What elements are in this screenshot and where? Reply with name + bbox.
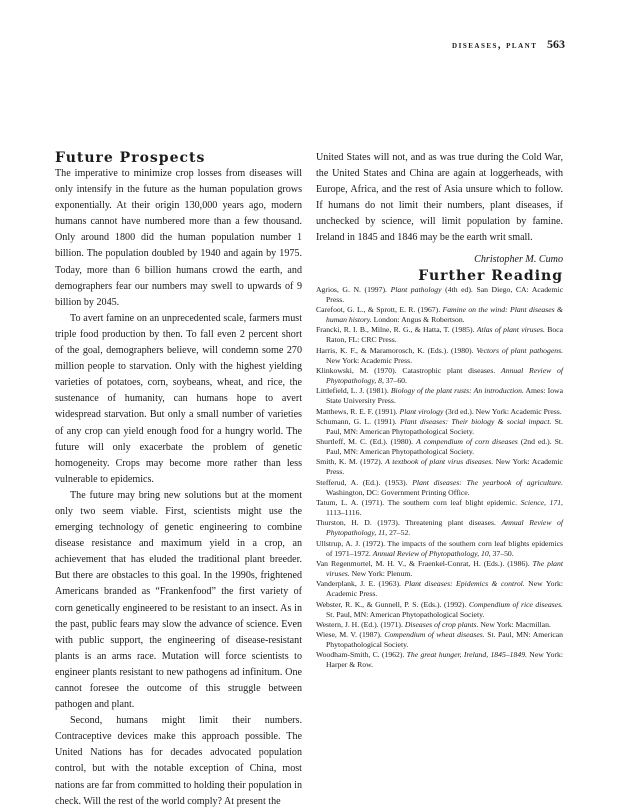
reference-rest: Boca Raton, FL: CRC Press. bbox=[326, 325, 563, 345]
reference-item bbox=[316, 498, 563, 518]
reference-rest: (2nd ed.). St. Paul, MN: American Phytopathological Society. bbox=[326, 437, 563, 457]
reference-lead: Matthews, R. E. F. (1991). bbox=[316, 406, 400, 416]
reference-rest: St. Paul, MN: American Phytopathological Society. bbox=[326, 609, 485, 619]
reference-rest: 27–52. bbox=[387, 528, 411, 538]
reference-lead: Van Regenmortel, M. H. V., & Fraenkel-Conrat, H. (Eds.). (1986). bbox=[316, 558, 533, 568]
reference-title: The plant viruses. bbox=[326, 558, 563, 579]
reference-title: Compendium of rice diseases. bbox=[468, 599, 563, 609]
future-prospects-heading: Future Prospects bbox=[55, 150, 206, 166]
reference-lead: Wiese, M. V. (1987). bbox=[316, 629, 385, 639]
reference-rest: Ames: Iowa State University Press. bbox=[326, 386, 564, 406]
right-column bbox=[316, 150, 563, 671]
reference-rest: 37–60. bbox=[383, 376, 407, 386]
reference-item bbox=[316, 600, 563, 620]
reference-title: Diseases of crop plants. bbox=[404, 619, 479, 629]
reference-item bbox=[316, 518, 563, 538]
reference-rest: Washington, DC: Government Printing Office. bbox=[326, 487, 470, 497]
reference-lead: Thurston, H. D. (1973). Threatening plant diseases. bbox=[316, 518, 502, 528]
running-head-title: diseases, plant bbox=[452, 40, 538, 51]
reference-lead: Vanderplank, J. E. (1963). bbox=[316, 579, 405, 589]
reference-title: Annual Review of Phytopathology, 10, bbox=[372, 548, 491, 558]
paragraph: The imperative to minimize crop losses from diseases will only intensify in the future as the human population grows exponentially. At their origin 130,000 years ago, modern humans cannot have numbered more than a few thousand. Only around 1800 did the human population number 1 billion. The population doubled by 1940 and again by 1975. Today, more than 6 billion humans crowd the earth, and demographers fear our numbers may swell to upwards of 9 billion by 2045. bbox=[55, 168, 302, 308]
reference-rest: New York: Harper & Row. bbox=[326, 650, 563, 670]
page-number: 563 bbox=[547, 37, 565, 51]
reference-lead: Carefoot, G. L., & Sprott, E. R. (1967). bbox=[316, 304, 443, 314]
reference-rest: (3rd ed.). New York: Academic Press. bbox=[443, 406, 562, 416]
reference-item bbox=[316, 407, 563, 417]
reference-title: Famine on the wind: Plant diseases & human history. bbox=[326, 304, 563, 325]
reference-item bbox=[316, 417, 563, 437]
reference-title: The great hunger, Ireland, 1845–1849. bbox=[406, 650, 527, 660]
reference-item bbox=[316, 366, 563, 386]
reference-title: Atlas of plant viruses. bbox=[476, 325, 545, 335]
running-head bbox=[452, 37, 565, 52]
reference-title: Annual Review of Phytopathology, 11, bbox=[326, 518, 563, 538]
reference-title: A textbook of plant virus diseases. bbox=[385, 457, 494, 467]
reference-title: Plant pathology bbox=[390, 284, 442, 294]
reference-item bbox=[316, 386, 563, 406]
reference-lead: Schumann, G. L. (1991). bbox=[316, 416, 400, 426]
reference-rest: London: Angus & Robertson. bbox=[371, 315, 465, 325]
reference-title: A compendium of corn diseases bbox=[416, 437, 518, 446]
reference-item bbox=[316, 620, 563, 630]
further-reading-heading: Further Reading bbox=[418, 267, 563, 284]
reference-rest: 37–50. bbox=[490, 548, 514, 558]
reference-list bbox=[316, 285, 563, 671]
reference-lead: Ullstrup, A. J. (1972). The impacts of the southern corn leaf blights epidemics of 1971–1972. bbox=[316, 538, 563, 558]
reference-lead: Francki, R. I. B., Milne, R. G., & Hatta, T. (1985). bbox=[316, 325, 477, 335]
reference-lead: Littlefield, L. J. (1981). bbox=[316, 386, 391, 396]
reference-rest: New York: Academic Press. bbox=[326, 579, 563, 599]
reference-item bbox=[316, 305, 563, 325]
reference-lead: Shurtleff, M. C. (Ed.). (1980). bbox=[316, 437, 417, 446]
reference-lead: Western, J. H. (Ed.). (1971). bbox=[316, 619, 405, 629]
reference-title: Plant diseases: The yearbook of agriculture. bbox=[412, 477, 563, 487]
reference-item bbox=[316, 478, 563, 498]
reference-item bbox=[316, 285, 563, 305]
reference-lead: Webster, R. K., & Gunnell, P. S. (Eds.). (1992). bbox=[316, 599, 469, 609]
reference-item bbox=[316, 650, 563, 670]
reference-rest: (4th ed). San Diego, CA: Academic Press. bbox=[326, 284, 563, 304]
reference-lead: Smith, K. M. (1972). bbox=[316, 457, 386, 467]
author-byline: Christopher M. Cumo bbox=[474, 253, 563, 265]
reference-lead: Tatum, L. A. (1971). The southern corn leaf blight epidemic. bbox=[316, 497, 521, 507]
reference-title: Plant diseases: Their biology & social impact. bbox=[399, 416, 552, 426]
reference-item bbox=[316, 559, 563, 579]
reference-item bbox=[316, 325, 563, 345]
reference-title: Plant virology bbox=[399, 406, 444, 416]
reference-rest: St. Paul, MN: American Phytopathological Society. bbox=[326, 416, 563, 436]
reference-lead: Woodham-Smith, C. (1962). bbox=[316, 650, 407, 660]
reference-lead: Klinkowski, M. (1970). Catastrophic plant diseases. bbox=[316, 365, 502, 375]
reference-rest: 1113–1116. bbox=[326, 508, 362, 518]
reference-rest: New York: Plenum. bbox=[349, 569, 413, 579]
reference-title: Vectors of plant pathogens. bbox=[476, 345, 563, 355]
reference-item bbox=[316, 630, 563, 650]
reference-rest: St. Paul, MN: American Phytopathological Society. bbox=[326, 629, 564, 650]
reference-item bbox=[316, 457, 563, 477]
reference-lead: Agrios, G. N. (1997). bbox=[316, 284, 391, 294]
reference-item bbox=[316, 346, 563, 366]
reference-title: Biology of the plant rusts: An introduction. bbox=[390, 386, 524, 396]
paragraph: To avert famine on an unprecedented scale, farmers must triple food production by then. To fall even 2 percent short of the goal, demographers believe, will condemn some 270 million people to starvation. Only with the highest yielding varieties of potatoes, corn, soybeans, wheat, and rice, the sustenance of humanity, can humans hope to avert widespread starvation. But only a small number of varieties of any crop can yield enough food for a hungry world. The future will only exacerbate the problem of genetic homogeneity. Crops may become more rather than less vulnerable to epidemics. bbox=[55, 312, 302, 485]
reference-title: Plant diseases: Epidemics & control. bbox=[404, 579, 525, 589]
reference-item bbox=[316, 437, 563, 457]
reference-item bbox=[316, 539, 563, 559]
reference-rest: New York: Academic Press. bbox=[326, 457, 563, 477]
reference-rest: New York: Macmillan. bbox=[478, 619, 551, 629]
paragraph-continuation: United States will not, and as was true during the Cold War, the United States and China are again at loggerheads, with Europe, Africa, and the rest of Asia unsure which to follow. If humans do not limit their numbers, plant diseases, if unchecked by science, will limit population by famine. Ireland in 1845 and 1846 may be the earth writ small. bbox=[316, 152, 563, 244]
reference-title: Annual Review of Phytopathology, 8, bbox=[326, 365, 564, 386]
reference-rest: New York: Academic Press. bbox=[326, 355, 413, 365]
reference-item bbox=[316, 579, 563, 599]
left-column bbox=[55, 150, 302, 810]
reference-title: Compendium of wheat diseases. bbox=[384, 629, 485, 639]
reference-lead: Stefferud, A. (Ed.). (1953). bbox=[316, 477, 413, 487]
paragraph: Second, humans might limit their numbers. Contraceptive devices make this approach possible. The United Nations has for decades advocated population control, but with the notable exception of China, most nations are far from committed to holding their population in check. Will the rest of the world comply? At present the bbox=[55, 715, 302, 807]
reference-lead: Harris, K. F., & Maramorosch, K. (Eds.). (1980). bbox=[316, 345, 477, 355]
paragraph: The future may bring new solutions but at the moment only two seem viable. First, scientists might use the emerging technology of genetic engineering to combine disease resistance and maximum yield in a crop, an achievement that has eluded the traditional plant breeder. But there are obstacles to this goal. In the 1990s, frightened Americans branded as “Frankenfood” the first variety of corn genetically engineered to be resistant to an insect. As in the past, public fears may slow the advance of science. Even with public support, the engineering of disease-resistant plants is an arms race. Mutation will force scientists to engineer plants resistant to new pathogens ad infinitum. One cannot foresee the outcome of this struggle between pathogen and plant. bbox=[55, 489, 302, 711]
reference-title: Science, 171, bbox=[520, 497, 563, 507]
